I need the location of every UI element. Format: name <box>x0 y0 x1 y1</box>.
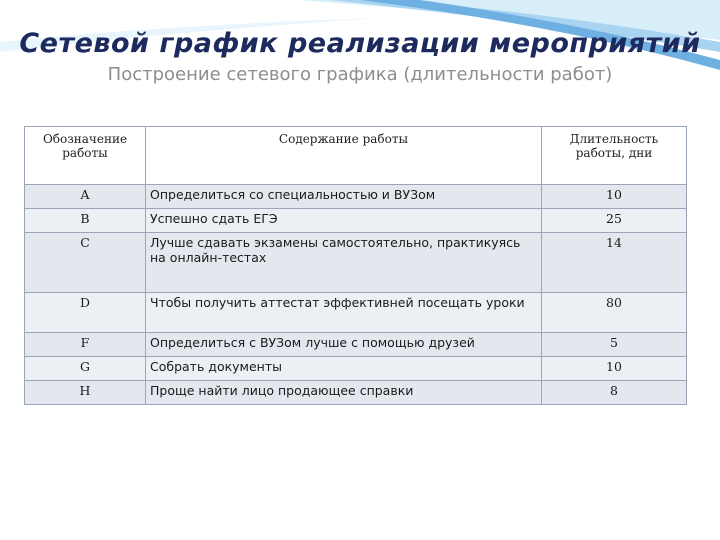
row-work: Собрать документы <box>146 357 542 381</box>
row-duration: 14 <box>542 233 687 293</box>
row-duration: 5 <box>542 333 687 357</box>
header-work-content: Содержание работы <box>146 127 542 185</box>
header-work-duration: Длительность работы, дни <box>542 127 687 185</box>
row-code: G <box>25 357 146 381</box>
table-row <box>25 233 687 293</box>
table-row <box>25 357 687 381</box>
row-work: Определиться с ВУЗом лучше с помощью друзей <box>146 333 542 357</box>
row-code: H <box>25 381 146 405</box>
row-work: Проще найти лицо продающее справки <box>146 381 542 405</box>
table-row <box>25 293 687 333</box>
table-header-row <box>25 127 687 185</box>
row-duration: 8 <box>542 381 687 405</box>
row-code: С <box>25 233 146 293</box>
slide-title: Сетевой график реализации мероприятий <box>19 28 701 59</box>
works-table <box>24 126 687 405</box>
row-duration: 80 <box>542 293 687 333</box>
row-code: F <box>25 333 146 357</box>
table-row <box>25 333 687 357</box>
row-code: В <box>25 209 146 233</box>
table-row <box>25 209 687 233</box>
row-duration: 10 <box>542 185 687 209</box>
row-duration: 10 <box>542 357 687 381</box>
row-work: Успешно сдать ЕГЭ <box>146 209 542 233</box>
row-duration: 25 <box>542 209 687 233</box>
slide-subtitle: Построение сетевого графика (длительности работ) <box>107 64 613 85</box>
row-work: Лучше сдавать экзамены самостоятельно, практикуясь на онлайн-тестах <box>146 233 542 293</box>
header-work-code: Обозначение работы <box>25 127 146 185</box>
row-code: А <box>25 185 146 209</box>
row-work: Чтобы получить аттестат эффективней посещать уроки <box>146 293 542 333</box>
row-work: Определиться со специальностью и ВУЗом <box>146 185 542 209</box>
row-code: D <box>25 293 146 333</box>
table-row <box>25 185 687 209</box>
table-row <box>25 381 687 405</box>
